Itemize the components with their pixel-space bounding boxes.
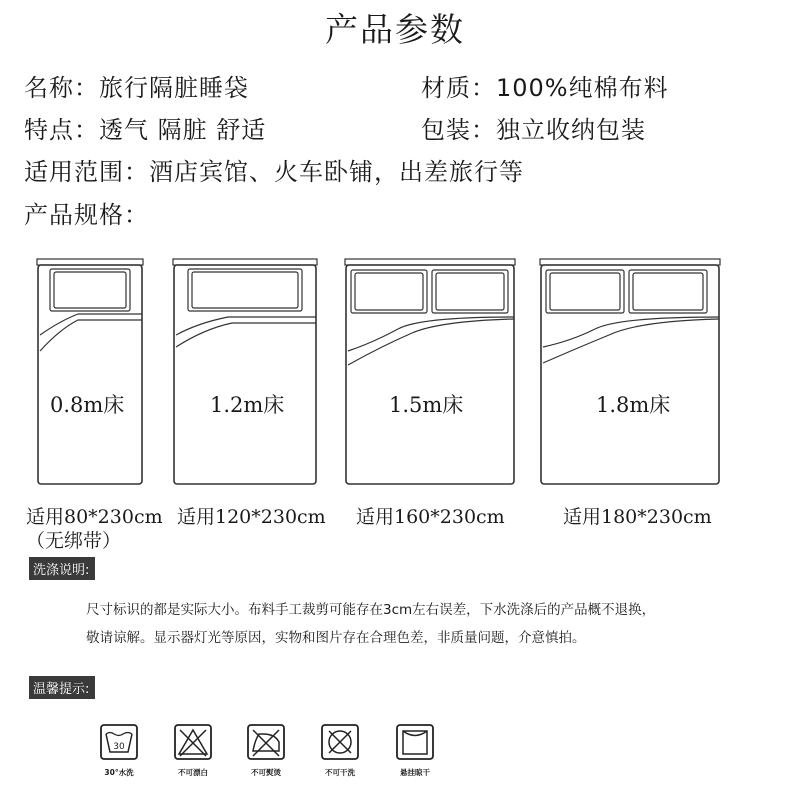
bed-0-8m-illustration <box>30 255 150 490</box>
pillow-icon <box>546 270 624 313</box>
spec-packaging: 包装：独立收纳包装 <box>421 116 646 144</box>
bed-label-1-5m: 1.5m床 <box>389 393 464 417</box>
spec-usage: 适用范围：酒店宾馆、火车卧铺，出差旅行等 <box>24 158 524 186</box>
wash-30-icon <box>98 722 140 762</box>
bed-fit-1-2m: 适用120*230cm <box>177 506 326 528</box>
hang-dry-icon <box>394 722 436 762</box>
washing-section-tag: 洗涤说明: <box>29 557 95 580</box>
pillow-icon <box>629 270 707 313</box>
no-bleach-icon <box>172 722 214 762</box>
bed-label-0-8m: 0.8m床 <box>50 393 125 417</box>
svg-text:30: 30 <box>113 742 125 752</box>
care-label-no-bleach: 不可漂白 <box>178 768 208 777</box>
bed-label-1-8m: 1.8m床 <box>596 393 671 417</box>
care-label-no-dry-clean: 不可干洗 <box>325 768 355 777</box>
spec-features: 特点：透气 隔脏 舒适 <box>24 116 267 144</box>
bed-fit-0-8m: 适用80*230cm <box>26 506 163 528</box>
pillow-icon <box>432 270 508 313</box>
pillow-icon <box>188 269 302 311</box>
no-dry-clean-icon <box>319 722 361 762</box>
bed-1-2m-illustration <box>168 255 322 490</box>
care-label-no-iron: 不可熨烫 <box>251 768 281 777</box>
pillow-icon <box>351 270 427 313</box>
washing-note-line2: 敬请谅解。显示器灯光等原因，实物和图片存在合理色差，非质量问题，介意慎拍。 <box>86 630 586 646</box>
no-iron-icon <box>245 722 287 762</box>
spec-size-heading: 产品规格： <box>24 201 149 229</box>
bed-fit-1-5m: 适用160*230cm <box>356 506 505 528</box>
bed-fit-1-8m: 适用180*230cm <box>563 506 712 528</box>
page-title: 产品参数 <box>325 10 465 49</box>
pillow-icon <box>50 269 130 311</box>
care-label-wash: 30°水洗 <box>104 768 134 777</box>
bed-1-5m-illustration <box>340 255 520 490</box>
bed-1-8m-illustration <box>535 255 725 490</box>
bed-label-1-2m: 1.2m床 <box>210 393 285 417</box>
spec-name: 名称：旅行隔脏睡袋 <box>24 74 249 102</box>
washing-note-line1: 尺寸标识的都是实际大小。布料手工裁剪可能存在3cm左右误差，下水洗涤后的产品概不退换， <box>86 602 656 618</box>
bed-note-0-8m: （无绑带） <box>26 530 122 552</box>
spec-material: 材质：100%纯棉布料 <box>421 74 669 102</box>
care-label-hang-dry: 悬挂晾干 <box>400 768 430 777</box>
tips-section-tag: 温馨提示: <box>29 676 95 699</box>
